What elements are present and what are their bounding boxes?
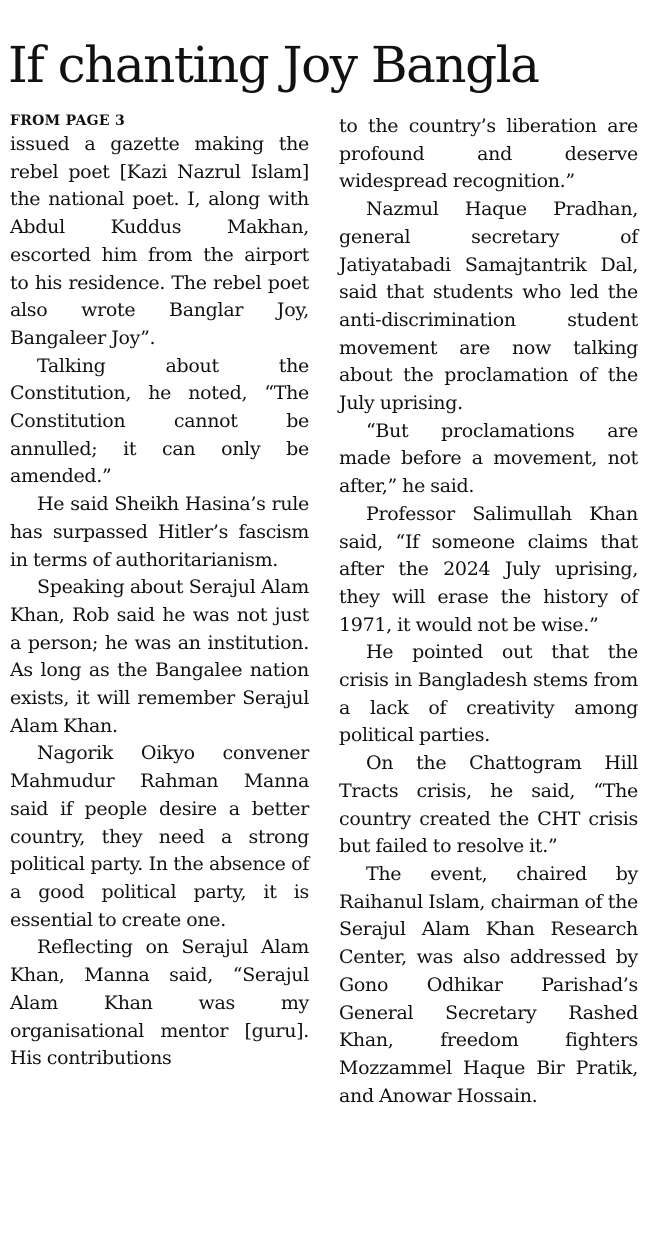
left-column: [10, 112, 309, 1073]
paragraph: He said Sheikh Hasina’s rule has surpassed Hitler’s fascism in terms of authoritarianism.: [10, 493, 309, 571]
right-column: [339, 113, 638, 1110]
paragraph: to the country’s liberation are profound and deserve widespread recognition.”: [339, 115, 638, 193]
paragraph: “But proclamations are made before a movement, not after,” he said.: [339, 419, 638, 498]
paragraph: Reflecting on Serajul Alam Khan, Manna said, “Serajul Alam Khan was my organisational mentor [guru]. His contributions: [10, 936, 309, 1070]
paragraph: Nazmul Haque Pradhan, general secretary of Jatiyatabadi Samajtantrik Dal, said that students who led the anti-discrimination student movement are now talking about the proclamation of the July uprising.: [339, 198, 638, 415]
paragraph: On the Chattogram Hill Tracts crisis, he said, “The country created the CHT crisis but failed to resolve it.”: [339, 752, 638, 858]
paragraph: He pointed out that the crisis in Bangladesh stems from a lack of creativity among political parties.: [339, 641, 638, 747]
paragraph: issued a gazette making the rebel poet [Kazi Nazrul Islam] the national poet. I, along with Abdul Kuddus Makhan, escorted him from the airport to his residence. The rebel poet also wrote Banglar Joy, Bangaleer Joy”.: [10, 133, 309, 349]
headline: If chanting Joy Bangla: [8, 36, 539, 94]
paragraph: The event, chaired by Raihanul Islam, chairman of the Serajul Alam Khan Research Center, was also addressed by Gono Odhikar Parishad’s General Secretary Rashed Khan, freedom fighters Mozzammel Haque Bir Pratik, and Anowar Hossain.: [339, 862, 638, 1107]
continuation-kicker: FROM PAGE 3: [10, 113, 126, 129]
paragraph: Speaking about Serajul Alam Khan, Rob said he was not just a person; he was an institution. As long as the Bangalee nation exists, it will remember Serajul Alam Khan.: [10, 576, 309, 737]
paragraph: Professor Salimullah Khan said, “If someone claims that after the 2024 July uprising, they will erase the history of 1971, it would not be wise.”: [339, 502, 638, 636]
paragraph: Talking about the Constitution, he noted, “The Constitution cannot be annulled; it can only be amended.”: [10, 354, 309, 488]
paragraph: Nagorik Oikyo convener Mahmudur Rahman Manna said if people desire a better country, they need a strong political party. In the absence of a good political party, it is essential to create one.: [10, 742, 309, 931]
